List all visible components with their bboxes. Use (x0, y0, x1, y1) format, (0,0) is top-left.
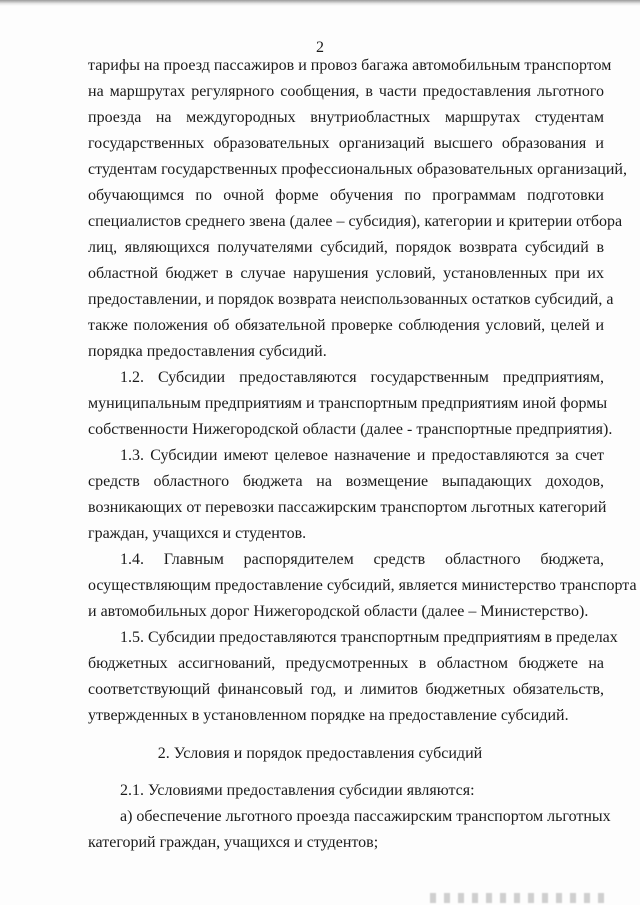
section-heading: 2. Условия и порядок предоставления субсидий (157, 745, 483, 762)
text-line: средств областного бюджета на возмещение выпадающих доходов, (88, 473, 604, 490)
text-line: тарифы на проезд пассажиров и провоз багажа автомобильным транспортом (88, 57, 612, 74)
text-line: соответствующий финансовый год, и лимитов бюджетных обязательств, (88, 681, 604, 698)
text-line: специалистов среднего звена (далее – субсидия), категории и критерии отбора (88, 213, 623, 230)
paragraph-intro (88, 53, 627, 365)
paragraph-1-4 (88, 547, 637, 625)
text-line: на маршрутах регулярного сообщения, в части предоставления льготного (88, 83, 604, 100)
text-line: граждан, учащихся и студентов. (88, 525, 307, 542)
text-line: проезда на междугородных внутриобластных маршрутах студентам (88, 109, 604, 126)
text-line: также положения об обязательной проверке соблюдения условий, целей и (88, 317, 604, 334)
text-line: предоставлении, и порядок возврата неиспользованных остатков субсидий, а (88, 291, 614, 308)
text-line: и автомобильных дорог Нижегородской области (далее – Министерство). (88, 603, 589, 620)
paragraph-1-5 (88, 625, 618, 729)
scan-top-edge (0, 0, 640, 6)
text-line: муниципальным предприятиям и транспортным предприятиям иной формы (88, 395, 608, 412)
text-line: областной бюджет в случае нарушения условий, установленных при их (88, 265, 604, 282)
text-line: 1.2. Субсидии предоставляются государственным предприятиям, (120, 369, 604, 386)
text-line: 1.3. Субсидии имеют целевое назначение и предоставляются за счет (120, 447, 604, 464)
text-line: 2.1. Условиями предоставления субсидии являются: (120, 782, 475, 799)
text-line: обучающимся по очной форме обучения по программам подготовки (88, 187, 604, 204)
text-line: собственности Нижегородской области (далее - транспортные предприятия). (88, 421, 613, 438)
text-line: бюджетных ассигнований, предусмотренных в областном бюджете на (88, 655, 604, 672)
paragraph-2-1 (88, 778, 604, 804)
text-line: 1.4. Главным распорядителем средств областного бюджета, (120, 551, 604, 568)
scan-bottom-smudge (430, 893, 610, 903)
paragraph-1-2 (88, 365, 613, 443)
text-line: лиц, являющихся получателями субсидий, порядок возврата субсидий в (88, 239, 604, 256)
page-number: 2 (316, 39, 324, 56)
text-line: а) обеспечение льготного проезда пассажирским транспортом льготных (120, 808, 611, 825)
text-line: государственных образовательных организаций высшего образования и (88, 135, 604, 152)
text-line: утвержденных в установленном порядке на предоставление субсидий. (88, 707, 569, 724)
paragraph-2-1-a (88, 804, 611, 856)
paragraph-1-3 (88, 443, 607, 547)
text-line: студентам государственных профессиональных образовательных организаций, (88, 161, 627, 178)
text-line: 1.5. Субсидии предоставляются транспортным предприятиям в пределах (120, 629, 618, 646)
text-line: осуществляющим предоставление субсидий, является министерство транспорта (88, 577, 637, 594)
text-line: порядка предоставления субсидий. (88, 343, 327, 360)
text-line: возникающих от перевозки пассажирским транспортом льготных категорий (88, 499, 607, 516)
text-line: категорий граждан, учащихся и студентов; (88, 834, 379, 851)
